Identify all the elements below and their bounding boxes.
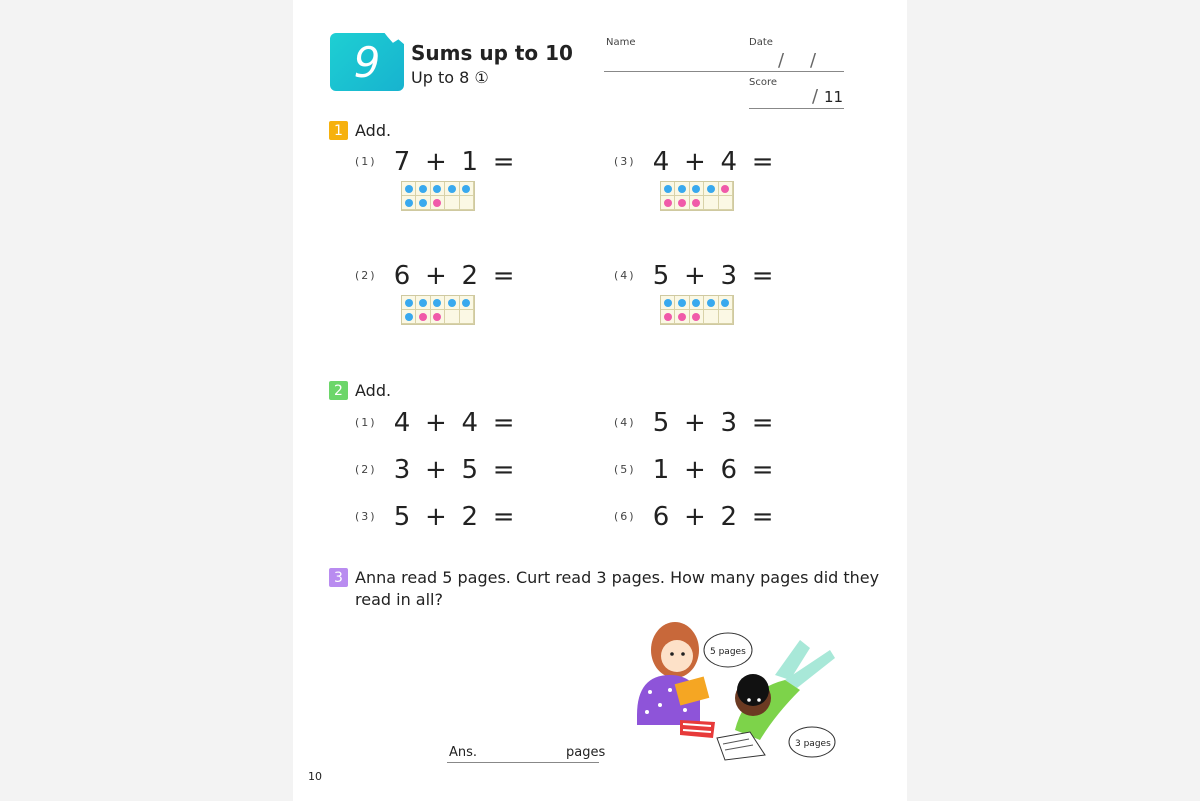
problem-number: (6) — [614, 510, 636, 523]
ten-frame-cell — [690, 310, 704, 324]
addend-b: 2 — [461, 261, 479, 291]
ten-frame-cell — [416, 296, 430, 310]
ten-frame-cell — [445, 310, 459, 324]
plus-sign: + — [684, 455, 706, 485]
ten-frame-cell — [661, 182, 675, 196]
curt-bubble-text: 3 pages — [795, 739, 831, 749]
addend-a: 5 — [652, 261, 670, 291]
addend-b: 3 — [720, 261, 738, 291]
ten-frame-cell — [460, 182, 474, 196]
equation — [652, 455, 774, 485]
equals-sign: = — [492, 455, 515, 485]
blue-dot — [664, 185, 672, 193]
blue-dot — [448, 185, 456, 193]
ten-frame — [660, 181, 734, 211]
blue-dot — [405, 185, 413, 193]
problem-number: (3) — [614, 155, 636, 168]
addend-b: 6 — [720, 455, 738, 485]
problem-number: (3) — [355, 510, 377, 523]
ten-frame-cell — [445, 296, 459, 310]
addend-a: 1 — [652, 455, 670, 485]
addend-a: 4 — [652, 147, 670, 177]
equals-sign: = — [492, 261, 515, 291]
date-slash-2: / — [810, 50, 817, 71]
ten-frame-cell — [445, 182, 459, 196]
pink-dot — [433, 199, 441, 207]
blue-dot — [462, 299, 470, 307]
ten-frame-cell — [675, 182, 689, 196]
pink-dot — [664, 313, 672, 321]
blue-dot — [692, 299, 700, 307]
ten-frame-cell — [431, 196, 445, 210]
blue-dot — [678, 185, 686, 193]
page-title: Sums up to 10 — [411, 41, 573, 65]
addend-b: 4 — [461, 408, 479, 438]
addend-b: 4 — [720, 147, 738, 177]
ten-frame — [401, 295, 475, 325]
blue-dot — [419, 185, 427, 193]
pink-dot — [692, 313, 700, 321]
equation — [652, 502, 774, 532]
ten-frame-cell — [402, 196, 416, 210]
ten-frame-cell — [661, 310, 675, 324]
ten-frame-cell — [402, 310, 416, 324]
ten-frame-cell — [431, 310, 445, 324]
equals-sign: = — [751, 261, 774, 291]
answer-line[interactable] — [447, 762, 599, 763]
problem-number: (2) — [355, 269, 377, 282]
equals-sign: = — [751, 147, 774, 177]
answer-unit: pages — [566, 745, 606, 760]
pink-dot — [678, 313, 686, 321]
date-label: Date — [749, 37, 773, 48]
ten-frame-cell — [460, 310, 474, 324]
ten-frame-cell — [719, 296, 733, 310]
equals-sign: = — [751, 502, 774, 532]
ten-frame-cell — [704, 182, 718, 196]
blue-dot — [419, 199, 427, 207]
equals-sign: = — [751, 408, 774, 438]
ten-frame-cell — [460, 196, 474, 210]
equation — [652, 408, 774, 438]
pink-dot — [433, 313, 441, 321]
plus-sign: + — [684, 502, 706, 532]
pink-dot — [419, 313, 427, 321]
ten-frame-cell — [719, 196, 733, 210]
ten-frame-cell — [402, 182, 416, 196]
problem-number: (1) — [355, 155, 377, 168]
equals-sign: = — [492, 502, 515, 532]
blue-dot — [405, 313, 413, 321]
plus-sign: + — [684, 408, 706, 438]
blue-dot — [678, 299, 686, 307]
ten-frame-cell — [431, 182, 445, 196]
ten-frame-cell — [704, 196, 718, 210]
ten-frame — [401, 181, 475, 211]
ten-frame-cell — [704, 310, 718, 324]
problem-number: (1) — [355, 416, 377, 429]
addend-a: 7 — [393, 147, 411, 177]
ten-frame-cell — [675, 310, 689, 324]
ten-frame-cell — [445, 196, 459, 210]
blue-dot — [405, 299, 413, 307]
addend-b: 2 — [720, 502, 738, 532]
score-total: 11 — [824, 88, 844, 106]
pink-dot — [721, 185, 729, 193]
word-problem-line-2: read in all? — [355, 590, 443, 609]
blue-dot — [405, 199, 413, 207]
children-reading-illustration — [625, 620, 850, 770]
pink-dot — [664, 199, 672, 207]
ten-frame-cell — [416, 196, 430, 210]
addend-a: 4 — [393, 408, 411, 438]
ten-frame-cell — [402, 296, 416, 310]
equals-sign: = — [492, 147, 515, 177]
plus-sign: + — [684, 261, 706, 291]
word-problem-line-1: Anna read 5 pages. Curt read 3 pages. How many pages did they — [355, 568, 880, 587]
equation — [393, 261, 515, 291]
equation — [393, 408, 515, 438]
equals-sign: = — [751, 455, 774, 485]
equation — [393, 502, 515, 532]
addend-a: 5 — [652, 408, 670, 438]
name-date-line[interactable] — [604, 71, 844, 72]
problem-number: (2) — [355, 463, 377, 476]
section-1-instruction: Add. — [355, 121, 392, 140]
score-slash: / — [812, 86, 819, 107]
page-subtitle: Up to 8 ① — [411, 68, 489, 87]
ten-frame-cell — [704, 296, 718, 310]
blue-dot — [692, 185, 700, 193]
name-label: Name — [606, 37, 636, 48]
equation — [652, 147, 774, 177]
addend-a: 3 — [393, 455, 411, 485]
blue-dot — [707, 299, 715, 307]
ten-frame-cell — [416, 310, 430, 324]
addend-a: 6 — [393, 261, 411, 291]
section-3-badge: 3 — [329, 568, 348, 587]
anna-figure — [637, 622, 715, 738]
answer-label: Ans. — [449, 745, 478, 760]
problem-number: (4) — [614, 416, 636, 429]
ten-frame-cell — [460, 296, 474, 310]
addend-b: 3 — [720, 408, 738, 438]
ten-frame-cell — [719, 182, 733, 196]
ten-frame-cell — [661, 196, 675, 210]
ten-frame-cell — [690, 296, 704, 310]
plus-sign: + — [684, 147, 706, 177]
ten-frame-cell — [431, 296, 445, 310]
section-1-badge: 1 — [329, 121, 348, 140]
blue-dot — [448, 299, 456, 307]
ten-frame-cell — [690, 182, 704, 196]
date-slash-1: / — [778, 50, 785, 71]
addend-b: 2 — [461, 502, 479, 532]
plus-sign: + — [425, 261, 447, 291]
anna-bubble-text: 5 pages — [710, 647, 746, 657]
ten-frame-cell — [719, 310, 733, 324]
pink-dot — [678, 199, 686, 207]
section-2-instruction: Add. — [355, 381, 392, 400]
equation — [393, 455, 515, 485]
curt-speech-bubble — [789, 727, 835, 757]
addend-a: 6 — [652, 502, 670, 532]
addend-a: 5 — [393, 502, 411, 532]
score-label: Score — [749, 77, 778, 88]
plus-sign: + — [425, 502, 447, 532]
addend-b: 5 — [461, 455, 479, 485]
blue-dot — [433, 185, 441, 193]
plus-sign: + — [425, 408, 447, 438]
equals-sign: = — [492, 408, 515, 438]
score-line[interactable] — [749, 108, 844, 109]
blue-dot — [433, 299, 441, 307]
pink-dot — [692, 199, 700, 207]
unit-number-badge — [330, 33, 404, 91]
plus-sign: + — [425, 147, 447, 177]
ten-frame-cell — [675, 196, 689, 210]
ten-frame-cell — [661, 296, 675, 310]
problem-number: (5) — [614, 463, 636, 476]
ten-frame-cell — [690, 196, 704, 210]
page-number: 10 — [308, 770, 322, 783]
blue-dot — [664, 299, 672, 307]
blue-dot — [462, 185, 470, 193]
blue-dot — [707, 185, 715, 193]
anna-speech-bubble — [704, 633, 752, 667]
ten-frame-cell — [675, 296, 689, 310]
equation — [393, 147, 515, 177]
blue-dot — [419, 299, 427, 307]
addend-b: 1 — [461, 147, 479, 177]
ten-frame — [660, 295, 734, 325]
plus-sign: + — [425, 455, 447, 485]
section-2-badge: 2 — [329, 381, 348, 400]
ten-frame-cell — [416, 182, 430, 196]
unit-number: 9 — [353, 37, 381, 87]
blue-dot — [721, 299, 729, 307]
equation — [652, 261, 774, 291]
problem-number: (4) — [614, 269, 636, 282]
